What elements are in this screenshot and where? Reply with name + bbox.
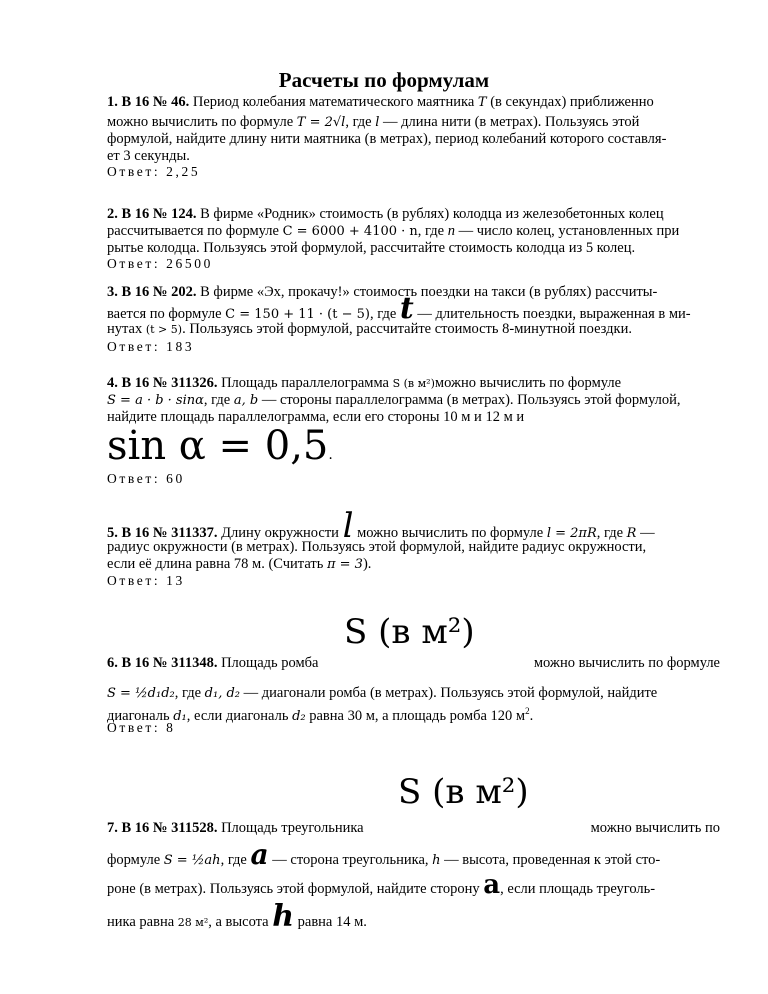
task-7-line-3: роне (в метрах). Пользуясь этой формулой, найдите сторону a, если площадь треуголь- <box>107 870 656 900</box>
task-7-line-1-end: можно вычислить по <box>590 820 720 836</box>
formula-S-units-large: S (в м²) <box>344 612 475 652</box>
formula-parallelogram: S = a · b · sinα <box>107 393 204 408</box>
formula-R: R <box>626 526 637 541</box>
task-2-line-1: 2. B 16 № 124. В фирме «Родник» стоимость (в рублях) колодца из железобетонных колец <box>107 206 664 222</box>
formula-ab: a, b <box>233 393 259 408</box>
formula-T: T <box>477 95 487 110</box>
formula-area: 28 м² <box>177 916 209 929</box>
formula-taxi-cost: C = 150 + 11 · (t − 5) <box>225 307 370 322</box>
task-2-line-3: рытье колодца. Пользуясь этой формулой, рассчитайте стоимость колодца из 5 колец. <box>107 240 636 256</box>
task-number: 6. B 16 № 311348. <box>107 655 218 671</box>
task-1-line-2: можно вычислить по формуле T = 2√l, где l — длина нити (в метрах). Пользуясь этой <box>107 114 640 130</box>
formula-well-cost: C = 6000 + 4100 · n <box>282 224 418 239</box>
task-3-line-1: 3. B 16 № 202. В фирме «Эх, прокачу!» стоимость поездки на такси (в рублях) рассчиты- <box>107 284 658 300</box>
formula-triangle: S = ½ah <box>163 853 221 868</box>
formula-pi: π = 3 <box>326 557 363 572</box>
formula-l-large: l <box>342 506 354 546</box>
task-3-line-3: нутах (t > 5). Пользуясь этой формулой, рассчитайте стоимость 8-минутной поездки. <box>107 321 632 337</box>
formula-h: h <box>432 853 441 868</box>
formula-l: l <box>375 115 380 130</box>
formula-a-large: a <box>250 838 269 871</box>
task-7-line-2: формуле S = ½ah, где a — сторона треугольника, h — высота, проведенная к этой сто- <box>107 838 661 871</box>
task-2-answer: Ответ: 26500 <box>107 256 213 271</box>
task-1-line-1: 1. B 16 № 46. Период колебания математического маятника T (в секундах) приближенно <box>107 94 654 110</box>
formula-condition: (t > 5) <box>145 323 183 336</box>
task-5-line-1: 5. B 16 № 311337. Длину окружности l можно вычислить по формуле l = 2πR, где R — <box>107 506 655 546</box>
formula-d1: d₁ <box>173 708 187 724</box>
task-5-line-3: если её длина равна 78 м. (Считать π = 3). <box>107 556 372 572</box>
task-4-answer: Ответ: 60 <box>107 471 185 486</box>
task-5-answer: Ответ: 13 <box>107 573 185 588</box>
task-number: 1. B 16 № 46. <box>107 94 190 110</box>
task-5-line-2: радиус окружности (в метрах). Пользуясь этой формулой, найдите радиус окружности, <box>107 539 647 555</box>
task-number: 5. B 16 № 311337. <box>107 525 218 541</box>
task-6-line-1-end: можно вычислить по формуле <box>533 655 720 671</box>
task-7-line-4: ника равна 28 м², а высота h равна 14 м. <box>107 899 367 934</box>
task-4-line-3: найдите площадь параллелограмма, если его стороны 10 м и 12 м и <box>107 409 525 425</box>
task-3-line-2: вается по формуле C = 150 + 11 · (t − 5), где t — длительность поездки, выраженная в ми- <box>107 291 691 326</box>
formula-pendulum: T = 2√l <box>296 115 346 130</box>
formula-rhombus: S = ½d₁d₂ <box>107 686 175 701</box>
formula-a-bold: a <box>483 870 501 900</box>
formula-h-large: h <box>272 899 295 934</box>
formula-circumference: l = 2πR <box>546 526 597 541</box>
task-3-answer: Ответ: 183 <box>107 339 195 354</box>
task-number: 7. B 16 № 311528. <box>107 820 218 836</box>
task-6-answer: Ответ: 8 <box>107 720 176 735</box>
task-number: 4. B 16 № 311326. <box>107 375 218 391</box>
formula-S-units-large: S (в м²) <box>398 772 529 812</box>
formula-d2: d₂ <box>292 708 306 724</box>
task-6-line-2: S = ½d₁d₂, где d₁, d₂ — диагонали ромба (в метрах). Пользуясь этой формулой, найдите <box>107 685 658 701</box>
task-7-line-1: 7. B 16 № 311528. Площадь треугольника <box>107 820 364 836</box>
task-number: 2. B 16 № 124. <box>107 206 197 222</box>
task-2-line-2: рассчитывается по формуле C = 6000 + 4100 · n, где n — число колец, установленных при <box>107 223 680 239</box>
task-6-line-1: 6. B 16 № 311348. Площадь ромба <box>107 655 319 671</box>
task-4-line-2: S = a · b · sinα, где a, b — стороны параллелограмма (в метрах). Пользуясь этой формулой, <box>107 392 681 408</box>
task-1-line-3: формулой, найдите длину нити маятника (в метрах), период колебаний которого составля- <box>107 131 667 147</box>
task-1-line-4: ет 3 секунды. <box>107 148 190 164</box>
task-1-answer: Ответ: 2,25 <box>107 164 201 179</box>
task-6-line-3: диагональ d₁, если диагональ d₂ равна 30 м, а площадь ромба 120 $м^2$. <box>107 706 534 724</box>
task-number: 3. B 16 № 202. <box>107 284 197 300</box>
formula-sin-alpha: sin α = 0,5. <box>107 423 333 469</box>
formula-d1-d2: d₁, d₂ <box>204 686 240 701</box>
formula-S-units: S (в м²) <box>392 377 435 390</box>
page-title: Расчеты по формулам <box>278 68 490 92</box>
task-4-line-1: 4. B 16 № 311326. Площадь параллелограмма S (в м²)можно вычислить по формуле <box>107 375 622 391</box>
formula-t-large: t <box>399 291 414 326</box>
